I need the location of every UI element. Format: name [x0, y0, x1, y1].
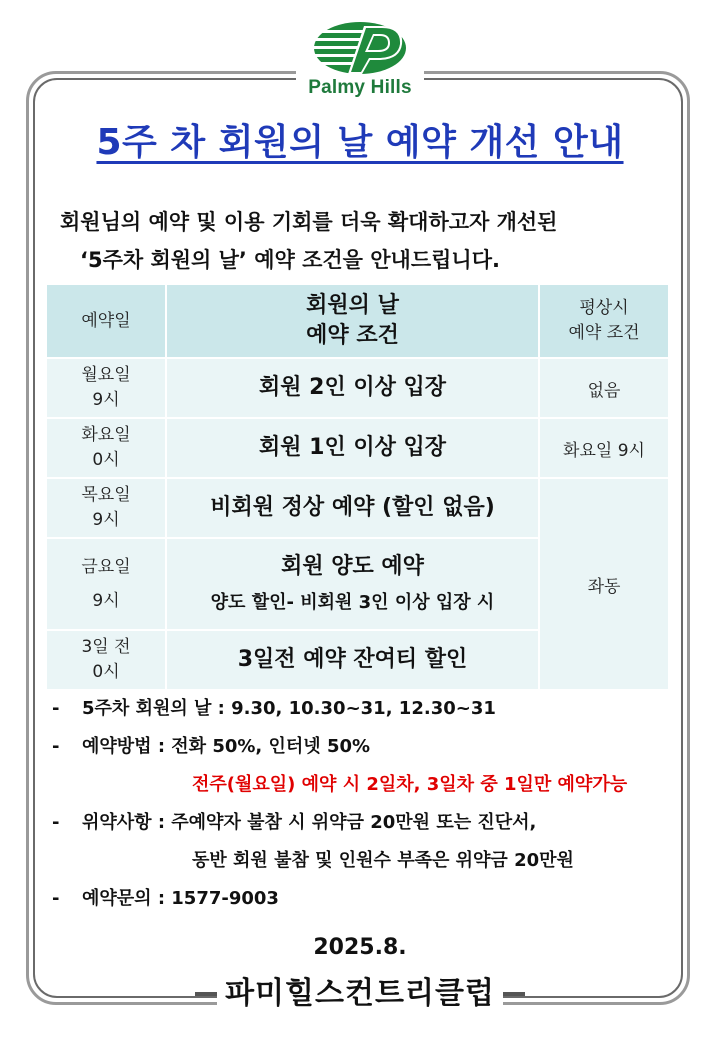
- row-condition: 회원 1인 이상 입장: [166, 418, 539, 478]
- row-day: 3일 전 0시: [46, 630, 166, 690]
- note-item-warning: 전주(월요일) 예약 시 2일차, 3일차 중 1일만 예약가능: [192, 774, 628, 795]
- table-header-row: [46, 284, 669, 358]
- row-day: 금요일 9시: [46, 538, 166, 630]
- intro-line-2: ‘5주차 회원의 날’ 예약 조건을 안내드립니다.: [80, 248, 500, 272]
- table-row: [46, 358, 669, 418]
- table-row: [46, 418, 669, 478]
- note-item: 동반 회원 불참 및 인원수 부족은 위약금 20만원: [192, 850, 574, 871]
- row-day: 월요일 9시: [46, 358, 166, 418]
- row-normal: 없음: [539, 358, 669, 418]
- row-condition: 비회원 정상 예약 (할인 없음): [166, 478, 539, 538]
- club-footer: [0, 972, 720, 1016]
- row-condition: 회원 2인 이상 입장: [166, 358, 539, 418]
- header-member-day-condition: 회원의 날 예약 조건: [166, 284, 539, 358]
- intro-line-1: 회원님의 예약 및 이용 기회를 더욱 확대하고자 개선된: [60, 210, 558, 234]
- row-condition: 회원 양도 예약 양도 할인- 비회원 3인 이상 입장 시: [166, 538, 539, 630]
- notice-date: 2025.8.: [313, 935, 407, 960]
- row-normal: 화요일 9시: [539, 418, 669, 478]
- page-title: 5주 차 회원의 날 예약 개선 안내: [96, 122, 624, 163]
- note-item: - 위약사항 : 주예약자 불참 시 위약금 20만원 또는 진단서,: [52, 812, 537, 833]
- note-item: - 예약방법 : 전화 50%, 인터넷 50%: [52, 736, 371, 757]
- header-reservation-day: 예약일: [46, 284, 166, 358]
- logo-brand-text: Palmy Hills: [308, 77, 412, 98]
- row-condition: 3일전 예약 잔여티 할인: [166, 630, 539, 690]
- club-name: 파미힐스컨트리클럽: [217, 972, 503, 1016]
- merged-normal-cell: 좌동: [539, 478, 669, 690]
- logo-p-mark-icon: [308, 18, 412, 76]
- reservation-conditions-table: [45, 283, 670, 691]
- row-day: 목요일 9시: [46, 478, 166, 538]
- intro-text: [60, 203, 680, 279]
- note-item: - 5주차 회원의 날 : 9.30, 10.30~31, 12.30~31: [52, 698, 496, 719]
- note-item: - 예약문의 : 1577-9003: [52, 888, 279, 909]
- table-row: [46, 478, 669, 538]
- header-normal-condition: 평상시 예약 조건: [539, 284, 669, 358]
- palmy-hills-logo: [296, 18, 424, 106]
- notes-list: [52, 690, 692, 918]
- row-day: 화요일 0시: [46, 418, 166, 478]
